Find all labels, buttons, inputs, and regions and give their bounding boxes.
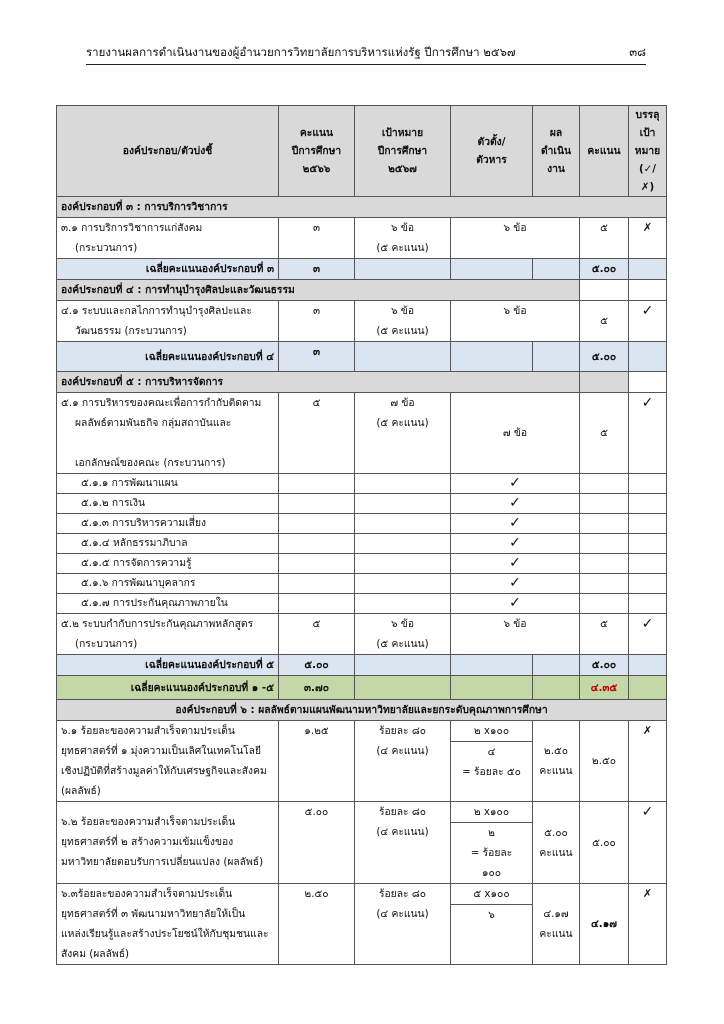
- score-2566: ๒.๕๐: [279, 884, 355, 965]
- section-heading: องค์ประกอบที่ ๕ : การบริหารจัดการ: [57, 372, 580, 393]
- score: ๒.๕๐: [580, 721, 629, 802]
- sub-indicator-row: [57, 514, 667, 534]
- section-heading: องค์ประกอบที่ ๓ : การบริการวิชาการ: [57, 197, 667, 218]
- indicator-row: [57, 393, 667, 474]
- section-heading: องค์ประกอบที่ ๖ : ผลลัพธ์ตามแผนพัฒนามหาวิทยาลัยและยกระดับคุณภาพการศึกษา: [57, 700, 667, 721]
- average-score: ๕.๐๐: [580, 259, 629, 280]
- overall-score-2566: ๓.๗๐: [279, 676, 355, 700]
- score-2566: ๕.๐๐: [279, 802, 355, 884]
- indicator-label: ๕.๒ ระบบกำกับการประกันคุณภาพหลักสูตร (กระบวนการ): [57, 614, 279, 655]
- sub-indicator-row: [57, 494, 667, 514]
- average-score-2566: ๓: [279, 342, 355, 372]
- achieved-mark: ✗: [629, 884, 667, 965]
- average-row: [57, 259, 667, 280]
- target: ร้อยละ ๘๐ (๔ คะแนน): [355, 802, 451, 884]
- overall-average-label: เฉลี่ยคะแนนองค์ประกอบที่ ๑ -๕: [57, 676, 279, 700]
- score-2566: ๕: [279, 393, 355, 474]
- overall-score: ๔.๓๕: [580, 676, 629, 700]
- result: ๔.๑๗ คะแนน: [533, 884, 580, 965]
- sub-indicator-label: ๕.๑.๒ การเงิน: [57, 494, 279, 514]
- sub-indicator-label: ๕.๑.๖ การพัฒนาบุคลากร: [57, 574, 279, 594]
- score: ๕: [580, 614, 629, 655]
- check-icon: ✓: [451, 574, 580, 594]
- indicator-row: [57, 218, 667, 259]
- target: ๖ ข้อ (๕ คะแนน): [355, 218, 451, 259]
- col-header-achieved: บรรลุ เป้าหมาย (✓/✗): [629, 106, 667, 197]
- achieved-mark: ✓: [629, 614, 667, 655]
- average-row: [57, 342, 667, 372]
- results-table: [56, 105, 667, 965]
- divisor: ๖ ข้อ: [451, 614, 580, 655]
- check-icon: ✓: [451, 534, 580, 554]
- achieved-mark: ✓: [629, 301, 667, 342]
- target: ร้อยละ ๘๐ (๔ คะแนน): [355, 721, 451, 802]
- indicator-label: ๖.๑ ร้อยละของความสำเร็จตามประเด็น ยุทธศาสตร์ที่ ๑ มุ่งความเป็นเลิศในเทคโนโลยี เชิงปฏิบัติที่สร้างมูลค่าให้กับเศรษฐกิจและสังคม (ผลลัพธ์): [57, 721, 279, 802]
- score-2566: ๕: [279, 614, 355, 655]
- sub-indicator-row: [57, 474, 667, 494]
- achieved-mark: ✗: [629, 218, 667, 259]
- score: ๔.๑๗: [580, 884, 629, 965]
- header-rule: [86, 64, 646, 65]
- score: ๕: [580, 393, 629, 474]
- indicator-label: ๔.๑ ระบบและกลไกการทำนุบำรุงศิลปะและ วัฒนธรรม (กระบวนการ): [57, 301, 279, 342]
- section-heading-row: [57, 700, 667, 721]
- col-header-result: ผล ดำเนิน งาน: [533, 106, 580, 197]
- sub-indicator-row: [57, 554, 667, 574]
- achieved-mark: ✓: [629, 393, 667, 474]
- section-heading-row: [57, 372, 667, 393]
- divisor: ๖ ข้อ: [451, 301, 580, 342]
- achieved-mark: ✗: [629, 721, 667, 802]
- indicator-row: [57, 802, 667, 884]
- col-header-target-2567: เป้าหมาย ปีการศึกษา ๒๕๖๗: [355, 106, 451, 197]
- score: ๕.๐๐: [580, 802, 629, 884]
- col-header-score-2566: คะแนน ปีการศึกษา ๒๕๖๖: [279, 106, 355, 197]
- col-header-component: องค์ประกอบ/ตัวบ่งชี้: [57, 106, 279, 197]
- sub-indicator-label: ๕.๑.๕ การจัดการความรู้: [57, 554, 279, 574]
- target: ๖ ข้อ (๕ คะแนน): [355, 301, 451, 342]
- sub-indicator-label: ๕.๑.๓ การบริหารความเสี่ยง: [57, 514, 279, 534]
- table-header-row: [57, 106, 667, 197]
- divisor: ๗ ข้อ: [451, 393, 580, 474]
- section-heading-row: [57, 280, 667, 301]
- average-label: เฉลี่ยคะแนนองค์ประกอบที่ ๓: [57, 259, 279, 280]
- indicator-label: ๖.๓ร้อยละของความสำเร็จตามประเด็น ยุทธศาสตร์ที่ ๓ พัฒนามหาวิทยาลัยให้เป็น แหล่งเรียนรู้และสร้างประโยชน์ให้กับชุมชนและ สังคม (ผลลัพธ์): [57, 884, 279, 965]
- col-header-score: คะแนน: [580, 106, 629, 197]
- check-icon: ✓: [451, 514, 580, 534]
- section-heading: องค์ประกอบที่ ๔ : การทำนุบำรุงศิลปะและวัฒนธรรม: [57, 280, 580, 301]
- score: ๕: [580, 301, 629, 342]
- average-score: ๕.๐๐: [580, 655, 629, 676]
- sub-indicator-label: ๕.๑.๗ การประกันคุณภาพภายใน: [57, 594, 279, 614]
- result: ๕.๐๐ คะแนน: [533, 802, 580, 884]
- average-row: [57, 655, 667, 676]
- achieved-mark: ✓: [629, 802, 667, 884]
- calculation: ๒ x๑๐๐ ๔ = ร้อยละ ๕๐: [451, 721, 533, 802]
- overall-average-row: [57, 676, 667, 700]
- divisor: ๖ ข้อ: [451, 218, 580, 259]
- sub-indicator-row: [57, 534, 667, 554]
- target: ๗ ข้อ (๕ คะแนน): [355, 393, 451, 474]
- indicator-row: [57, 721, 667, 802]
- score-2566: ๓: [279, 301, 355, 342]
- indicator-row: [57, 301, 667, 342]
- average-score: ๕.๐๐: [580, 342, 629, 372]
- report-title: รายงานผลการดำเนินงานของผู้อำนวยการวิทยาลัยการบริหารแห่งรัฐ ปีการศึกษา ๒๕๖๗: [86, 45, 516, 59]
- indicator-row: [57, 614, 667, 655]
- average-score-2566: ๓: [279, 259, 355, 280]
- result: ๒.๕๐ คะแนน: [533, 721, 580, 802]
- indicator-label: ๕.๑ การบริหารของคณะเพื่อการกำกับติดตาม ผลลัพธ์ตามพันธกิจ กลุ่มสถาบันและ เอกลักษณ์ของคณะ (กระบวนการ): [57, 393, 279, 474]
- page-number: ๓๘: [629, 45, 646, 59]
- score-2566: ๑.๒๕: [279, 721, 355, 802]
- indicator-label: ๓.๑ การบริการวิชาการแก่สังคม (กระบวนการ): [57, 218, 279, 259]
- sub-indicator-row: [57, 574, 667, 594]
- indicator-row: [57, 884, 667, 965]
- calculation: ๕ x๑๐๐ ๖: [451, 884, 533, 965]
- sub-indicator-label: ๕.๑.๔ หลักธรรมาภิบาล: [57, 534, 279, 554]
- check-icon: ✓: [451, 494, 580, 514]
- check-icon: ✓: [451, 474, 580, 494]
- target: ร้อยละ ๘๐ (๔ คะแนน): [355, 884, 451, 965]
- check-icon: ✓: [451, 554, 580, 574]
- target: ๖ ข้อ (๕ คะแนน): [355, 614, 451, 655]
- score: ๕: [580, 218, 629, 259]
- check-icon: ✓: [451, 594, 580, 614]
- col-header-divisor: ตัวตั้ง/ ตัวหาร: [451, 106, 533, 197]
- section-heading-row: [57, 197, 667, 218]
- sub-indicator-label: ๕.๑.๑ การพัฒนาแผน: [57, 474, 279, 494]
- average-score-2566: ๕.๐๐: [279, 655, 355, 676]
- average-label: เฉลี่ยคะแนนองค์ประกอบที่ ๕: [57, 655, 279, 676]
- average-label: เฉลี่ยคะแนนองค์ประกอบที่ ๔: [57, 342, 279, 372]
- score-2566: ๓: [279, 218, 355, 259]
- calculation: ๒ x๑๐๐ ๒ = ร้อยละ ๑๐๐: [451, 802, 533, 884]
- indicator-label: ๖.๒ ร้อยละของความสำเร็จตามประเด็น ยุทธศาสตร์ที่ ๒ สร้างความเข้มแข็งของ มหาวิทยาลัยตอบรับการเปลี่ยนแปลง (ผลลัพธ์): [57, 802, 279, 884]
- sub-indicator-row: [57, 594, 667, 614]
